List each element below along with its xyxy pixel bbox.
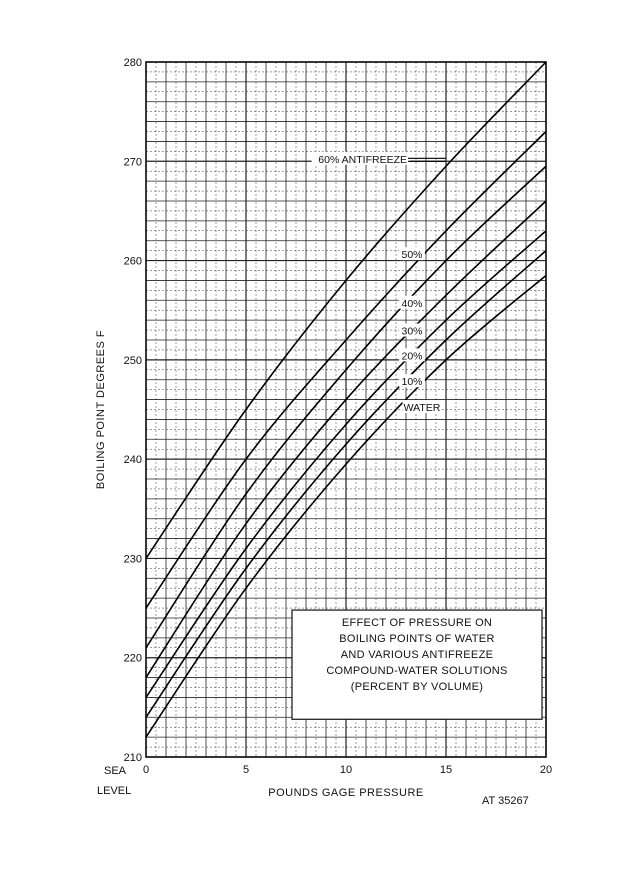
series-label-6: WATER	[403, 402, 441, 415]
y-tick-label: 260	[123, 255, 142, 268]
series-label-4: 20%	[401, 350, 423, 363]
series-label-0: 60% ANTIFREEZE	[318, 153, 407, 166]
series-label-5: 10%	[401, 376, 423, 389]
y-tick-label: 240	[123, 454, 142, 467]
x-axis-title: POUNDS GAGE PRESSURE	[268, 787, 424, 799]
y-tick-label: 270	[123, 156, 142, 169]
x-tick-label: 10	[339, 764, 353, 776]
caption-line-5: (PERCENT BY VOLUME)	[350, 681, 484, 694]
x-tick-label: 0	[142, 764, 150, 776]
series-label-3: 30%	[401, 325, 423, 338]
y-tick-label: 230	[123, 553, 142, 566]
series-label-1: 50%	[401, 249, 423, 262]
y-tick-label: 210	[123, 752, 142, 764]
reference-number: AT 35267	[482, 795, 529, 807]
y-tick-label: 220	[123, 652, 142, 665]
y-tick-label: 250	[123, 354, 142, 367]
y-axis-title: BOILING POINT DEGREES F	[95, 329, 107, 490]
caption-box	[292, 610, 542, 719]
sea-level-label-top: SEA	[104, 765, 127, 777]
x-tick-label: 15	[439, 764, 453, 776]
caption-line-1: EFFECT OF PRESSURE ON	[341, 617, 493, 630]
caption-line-2: BOILING POINTS OF WATER	[339, 633, 495, 646]
y-tick-labels	[124, 57, 142, 764]
x-tick-label: 20	[539, 764, 553, 776]
x-tick-label: 5	[242, 764, 250, 776]
x-tick-labels	[143, 764, 552, 776]
caption-line-4: COMPOUND-WATER SOLUTIONS	[326, 665, 508, 678]
series-label-2: 40%	[401, 297, 423, 310]
y-tick-label: 280	[123, 57, 142, 69]
caption-line-3: AND VARIOUS ANTIFREEZE	[340, 649, 494, 662]
sea-level-label-bottom: LEVEL	[97, 785, 132, 797]
